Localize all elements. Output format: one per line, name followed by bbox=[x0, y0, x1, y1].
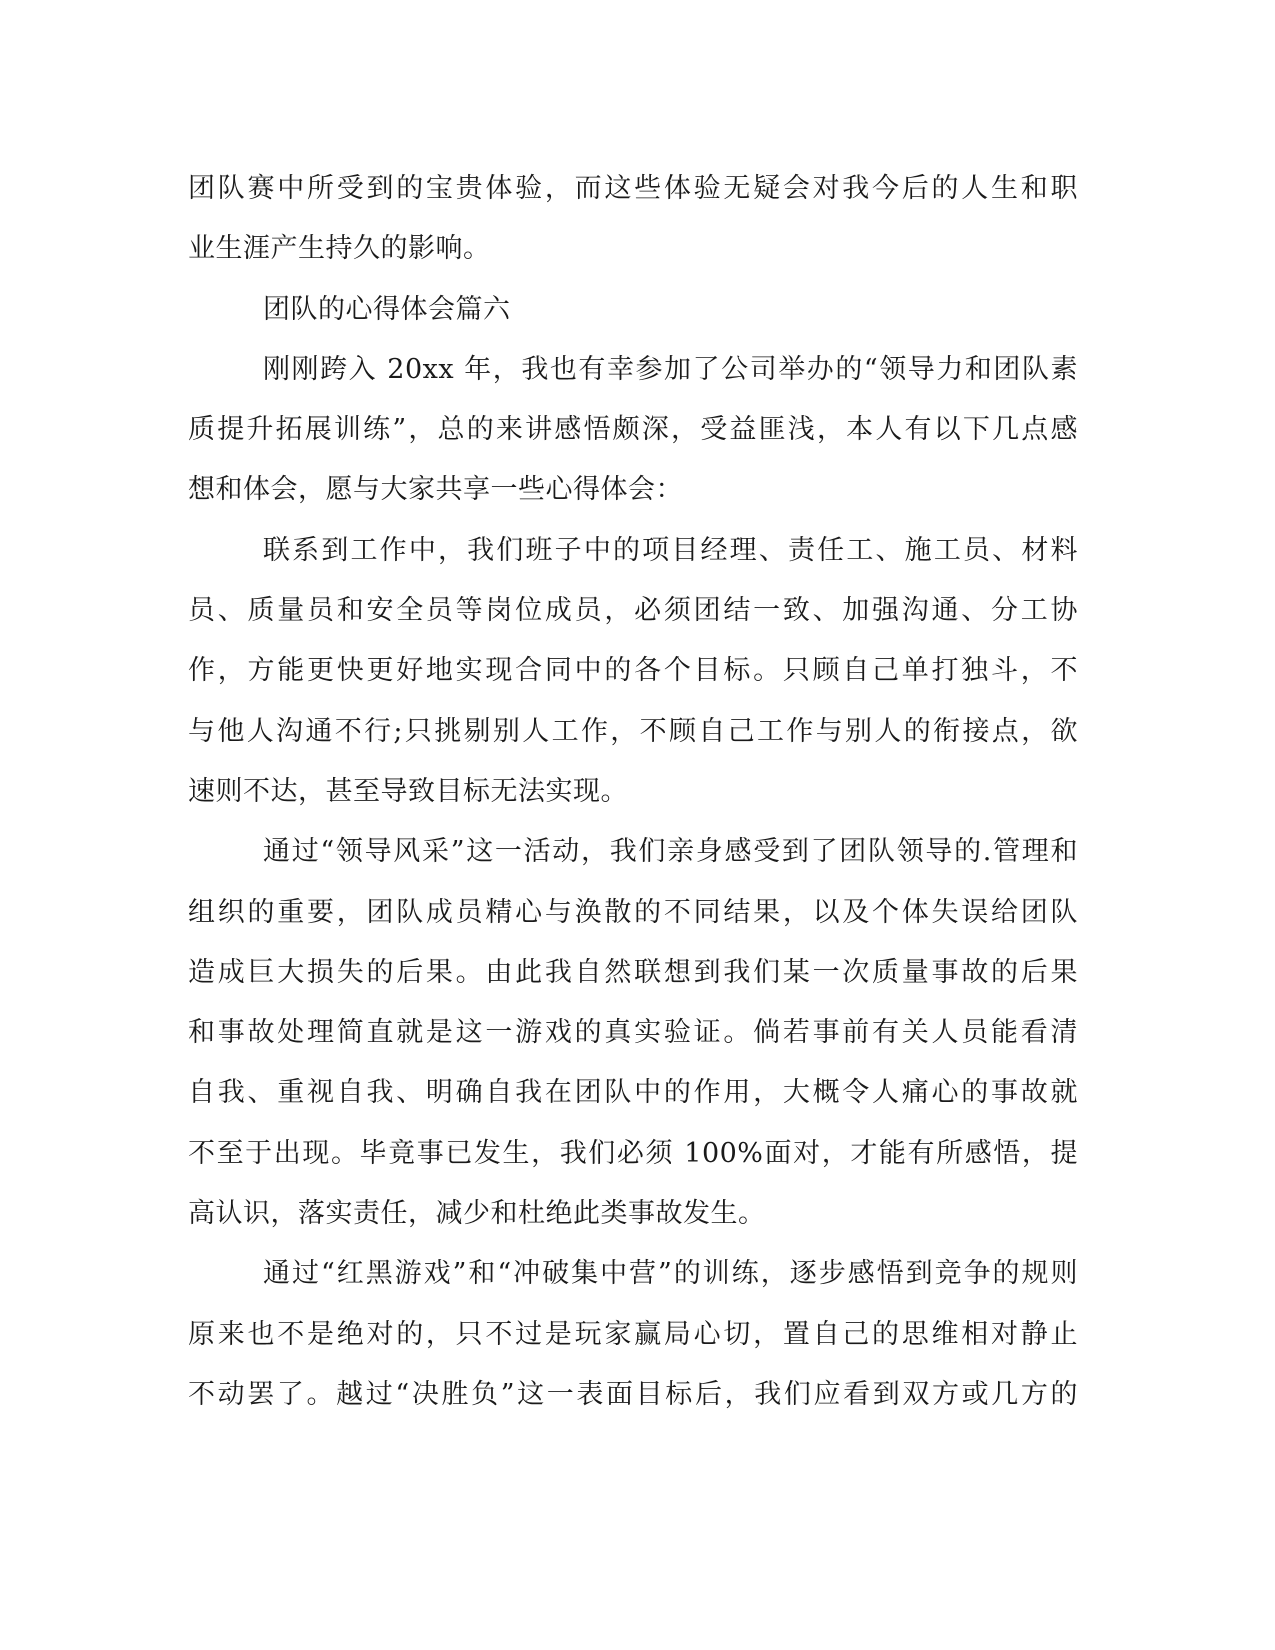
text-line: 与他人沟通不行;只挑剔别人工作，不顾自己工作与别人的衔接点，欲 bbox=[188, 715, 1078, 747]
text-line: 联系到工作中，我们班子中的项目经理、责任工、施工员、材料 bbox=[263, 534, 1078, 566]
text-line: 刚刚跨入 20xx 年，我也有幸参加了公司举办的“领导力和团队素 bbox=[263, 353, 1078, 385]
text-line: 通过“红黑游戏”和“冲破集中营”的训练，逐步感悟到竞争的规则 bbox=[263, 1258, 1078, 1290]
document-body bbox=[188, 159, 1078, 1425]
text-line: 团队赛中所受到的宝贵体验，而这些体验无疑会对我今后的人生和职 bbox=[188, 173, 1078, 204]
text-line: 组织的重要，团队成员精心与涣散的不同结果，以及个体失误给团队 bbox=[188, 896, 1078, 928]
text-line: 自我、重视自我、明确自我在团队中的作用，大概令人痛心的事故就 bbox=[188, 1077, 1078, 1109]
text-line: 不至于出现。毕竟事已发生，我们必须 100%面对，才能有所感悟，提 bbox=[188, 1137, 1078, 1169]
text-line: 和事故处理简直就是这一游戏的真实验证。倘若事前有关人员能看清 bbox=[188, 1017, 1078, 1049]
section-heading: 团队的心得体会篇六 bbox=[263, 293, 511, 325]
text-line: 业生涯产生持久的影响。 bbox=[188, 233, 491, 265]
text-line: 作，方能更快更好地实现合同中的各个目标。只顾自己单打独斗，不 bbox=[188, 655, 1078, 687]
text-line: 高认识，落实责任，减少和杜绝此类事故发生。 bbox=[188, 1198, 766, 1230]
text-line: 质提升拓展训练”，总的来讲感悟颇深，受益匪浅，本人有以下几点感 bbox=[188, 414, 1078, 446]
text-line: 通过“领导风采”这一活动，我们亲身感受到了团队领导的.管理和 bbox=[263, 836, 1078, 868]
text-line: 造成巨大损失的后果。由此我自然联想到我们某一次质量事故的后果 bbox=[188, 956, 1078, 988]
text-line: 想和体会，愿与大家共享一些心得体会： bbox=[188, 474, 683, 506]
text-line: 原来也不是绝对的，只不过是玩家赢局心切，置自己的思维相对静止 bbox=[188, 1318, 1078, 1350]
text-line: 速则不达，甚至导致目标无法实现。 bbox=[188, 775, 628, 807]
text-line: 不动罢了。越过“决胜负”这一表面目标后，我们应看到双方或几方的 bbox=[188, 1378, 1078, 1410]
text-line: 员、质量员和安全员等岗位成员，必须团结一致、加强沟通、分工协 bbox=[188, 595, 1078, 627]
